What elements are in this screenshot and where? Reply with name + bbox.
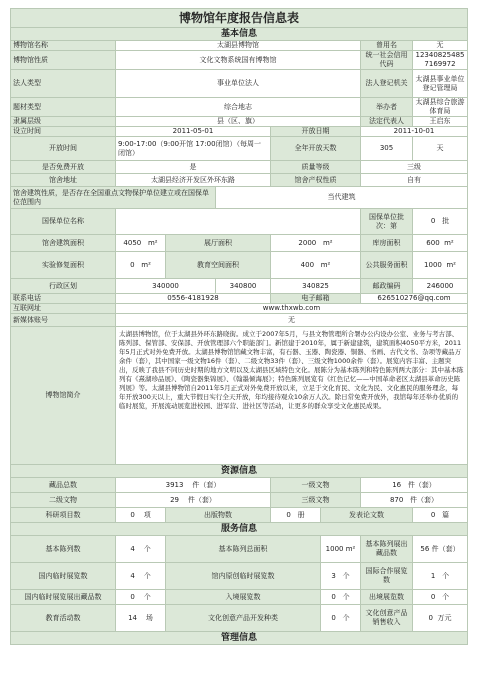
temp-exh-label: 国内临时展览数: [11, 563, 116, 590]
protected-value: 当代建筑: [216, 187, 468, 209]
edu-activity-value: 14 场: [116, 605, 166, 632]
protected-label: 馆舍建筑性质，是否存在全国重点文物保护单位建立或在国保单位范围内: [11, 187, 216, 209]
museum-name-value: 太湖县博物馆: [116, 41, 361, 51]
legal-reg-value: 太湖县事业单位登记管理局: [413, 70, 468, 98]
page-title: 博物馆年度报告信息表: [11, 9, 468, 28]
basic-exh-items-label: 基本陈列展出藏品数: [361, 536, 413, 563]
address-value: 太湖县经济开发区外环东路: [116, 174, 271, 187]
section-basic-info: 基本信息: [11, 28, 468, 41]
protect-batch-value: 0 批: [413, 209, 468, 235]
coop-exh-label: 国际合作展览数: [361, 563, 413, 590]
research-value: 0 项: [116, 508, 166, 523]
research-label: 科研项目数: [11, 508, 116, 523]
outbound-value: 0 个: [413, 590, 468, 605]
legal-type-label: 法人类型: [11, 70, 116, 98]
new-media-label: 新媒体账号: [11, 314, 116, 327]
cc-types-label: 文化创意产品开发种类: [166, 605, 321, 632]
collection-label: 藏品总数: [11, 478, 116, 493]
open-days-unit: 天: [413, 137, 468, 161]
storage-area-label: 库房面积: [361, 235, 413, 252]
open-days-value: 305: [361, 137, 413, 161]
section-service-info: 服务信息: [11, 523, 468, 536]
email-value: 626510276@qq.com: [361, 294, 468, 304]
protect-unit-value: [116, 209, 361, 235]
legal-reg-label: 法人登记机关: [361, 70, 413, 98]
quality-label: 质量等级: [271, 161, 361, 174]
protect-batch-label: 国保单位批次：第: [361, 209, 413, 235]
public-area-label: 公共服务面积: [361, 252, 413, 279]
papers-label: 发表论文数: [321, 508, 413, 523]
grade3-value: 870 件（套）: [361, 493, 468, 508]
property-label: 馆舍产权性质: [271, 174, 361, 187]
nature-label: 博物馆性质: [11, 51, 116, 70]
credit-code-label: 统一社会信用代码: [361, 51, 413, 70]
building-area-label: 馆舍建筑面积: [11, 235, 116, 252]
quality-value: 三级: [361, 161, 468, 174]
books-value: 0 册: [271, 508, 321, 523]
museum-report-table: [10, 8, 468, 645]
basic-exh-area-value: 1000 m²: [321, 536, 361, 563]
setup-time-value: 2011-05-01: [116, 127, 271, 137]
section-management-info: 管理信息: [11, 632, 468, 645]
orig-temp-value: 3 个: [321, 563, 361, 590]
inbound-label: 入境展览数: [166, 590, 321, 605]
legal-rep-value: 王启东: [413, 117, 468, 127]
website-value: www.thxwb.com: [116, 304, 468, 314]
legal-type-value: 事业单位法人: [116, 70, 361, 98]
cc-income-label: 文化创意产品销售收入: [361, 605, 413, 632]
legal-rep-label: 法定代表人: [361, 117, 413, 127]
nature-value: 文化文物系统国有博物馆: [116, 51, 361, 70]
open-date-value: 2011-10-01: [361, 127, 468, 137]
organizer-label: 举办者: [361, 98, 413, 117]
edu-activity-label: 教育活动数: [11, 605, 116, 632]
temp-exh-value: 4 个: [116, 563, 166, 590]
level-label: 隶属层级: [11, 117, 116, 127]
organizer-value: 太湖县综合旅游体育局: [413, 98, 468, 117]
lab-area-label: 实验修复面积: [11, 252, 116, 279]
temp-items-label: 国内临时展览展出藏品数: [11, 590, 116, 605]
free-open-label: 是否免费开放: [11, 161, 116, 174]
section-resource-info: 资源信息: [11, 465, 468, 478]
grade2-label: 二级文物: [11, 493, 116, 508]
grade3-label: 三级文物: [271, 493, 361, 508]
edu-area-label: 教育空间面积: [166, 252, 271, 279]
new-media-value: 无: [116, 314, 468, 327]
exhibit-area-label: 展厅面积: [166, 235, 271, 252]
intro-label: 博物馆简介: [11, 327, 116, 465]
papers-value: 0 篇: [413, 508, 468, 523]
lab-area-value: 0 m²: [116, 252, 166, 279]
website-label: 互联网址: [11, 304, 116, 314]
open-hours-label: 开放时间: [11, 137, 116, 161]
open-days-label: 全年开放天数: [271, 137, 361, 161]
temp-items-value: 0 个: [116, 590, 166, 605]
region-label: 行政区划: [11, 279, 116, 294]
basic-exh-label: 基本陈列数: [11, 536, 116, 563]
phone-label: 联系电话: [11, 294, 116, 304]
books-label: 出版物数: [166, 508, 271, 523]
cc-income-value: 0 万元: [413, 605, 468, 632]
collection-value: 3913 件（套）: [116, 478, 271, 493]
basic-exh-items-value: 56 件（套）: [413, 536, 468, 563]
grade1-label: 一级文物: [271, 478, 361, 493]
subject-value: 综合地志: [116, 98, 361, 117]
outbound-label: 出境展览数: [361, 590, 413, 605]
postcode-label: 邮政编码: [361, 279, 413, 294]
open-date-label: 开放日期: [271, 127, 361, 137]
email-label: 电子邮箱: [271, 294, 361, 304]
free-open-value: 是: [116, 161, 271, 174]
subject-label: 题材类型: [11, 98, 116, 117]
protect-unit-label: 国保单位名称: [11, 209, 116, 235]
region-province: 340000: [116, 279, 216, 294]
basic-exh-value: 4 个: [116, 536, 166, 563]
coop-exh-value: 1 个: [413, 563, 468, 590]
grade2-value: 29 件（套）: [116, 493, 271, 508]
postcode-value: 246000: [413, 279, 468, 294]
former-name-label: 曾用名: [361, 41, 413, 51]
inbound-value: 0 个: [321, 590, 361, 605]
report-sheet: [10, 8, 467, 645]
building-area-value: 4050 m²: [116, 235, 166, 252]
credit-code-value: 12340825485 7169972: [413, 51, 468, 70]
cc-types-value: 0 个: [321, 605, 361, 632]
region-city: 340800: [216, 279, 271, 294]
museum-name-label: 博物馆名称: [11, 41, 116, 51]
open-hours-value: 9:00-17:00（9:00开馆 17:00闭馆）（每周一闭馆）: [116, 137, 271, 161]
orig-temp-label: 馆内原创临时展览数: [166, 563, 321, 590]
phone-value: 0556-4181928: [116, 294, 271, 304]
public-area-value: 1000 m²: [413, 252, 468, 279]
grade1-value: 16 件（套）: [361, 478, 468, 493]
property-value: 自有: [361, 174, 468, 187]
setup-time-label: 设立时间: [11, 127, 116, 137]
edu-area-value: 400 m²: [271, 252, 361, 279]
address-label: 馆舍地址: [11, 174, 116, 187]
level-value: 县（区、旗）: [116, 117, 361, 127]
former-name-value: 无: [413, 41, 468, 51]
intro-text: 太湖县博物馆，位于太湖县外环东路晓街。成立于2007年5月，与县文物管理所合署办公内设办公室、业务与考古部、陈列部、保管部、安保部、开放管理部六个职能部门。新馆建于2010年，属于新建建筑，建筑面积4050平方米，2011年5月正式对外免费开放。太湖县博物馆馆藏文物丰富，有石器、玉器、陶瓷器、铜器、书画、古代文书、杂项等藏品万余件（套），其中国家一级文物16件（套）、二级文物33件（套）、三级文物1000余件（套）。展览内容丰富、主题突出，反映了我县不同历史时期的地方文明以及太湖县区域特色文化。展陈分为基本陈列和特色陈列两大部分：其中基本陈列有《熹湖珍品展》、《陶瓷器集锦展》、《翰墨倾海展》；特色陈列展览有《红色记忆——中国革命老区太湖县革命历史陈列展》等。太湖县博物馆自2011年5月正式对外免费开放以来，立足于文化育民、文化为民、文化惠民的服务理念，每年开放300天以上，重大节假日实行全天开放，年均接待观众10余万人次。除日常免费开放外，我馆每年还举办优质的临时展览，开展流动展览进校园、进军营、进社区等活动，让更多的群众享受文化惠民成果。: [116, 327, 468, 465]
storage-area-value: 600 m²: [413, 235, 468, 252]
basic-exh-area-label: 基本陈列总面积: [166, 536, 321, 563]
exhibit-area-value: 2000 m²: [271, 235, 361, 252]
region-county: 340825: [271, 279, 361, 294]
